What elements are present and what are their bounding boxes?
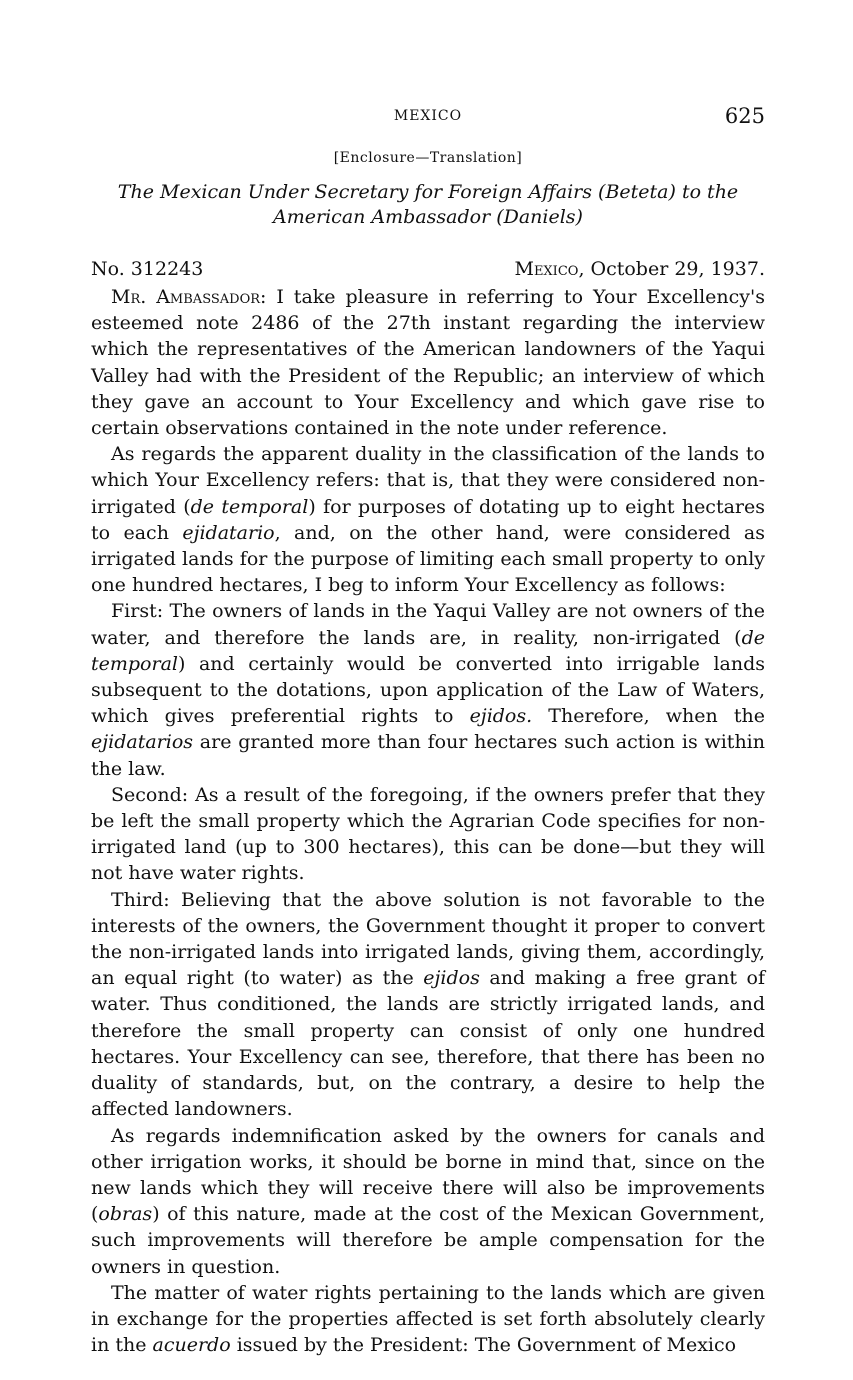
enclosure-label: [Enclosure—Translation] [333, 150, 523, 166]
paragraph-text: As regards the apparent duality in the classification of the lands to which Your Excellency refers: that is, that they were considered non-irrigated ( [91, 443, 765, 518]
paragraph-text: issued by the President: The Government of Mexico [230, 1334, 737, 1357]
paragraph-1 [91, 284, 765, 441]
place: Mexico [514, 258, 579, 280]
italic-term: ejidatario [182, 521, 275, 544]
document-page [91, 100, 765, 1358]
title-line-1: The Mexican Under Secretary for Foreign Affairs (Beteta) to the [117, 181, 739, 203]
italic-term: de temporal [91, 626, 765, 675]
page-header [91, 100, 765, 134]
italic-term: de temporal [190, 495, 309, 518]
italic-term: acuerdo [152, 1334, 231, 1357]
paragraph-text: First: The owners of lands in the Yaqui Valley are not owners of the water, and therefore the lands are, in reality, non-irrigated ( [91, 600, 765, 649]
paragraph-3 [91, 598, 765, 781]
paragraph-5 [91, 887, 765, 1123]
paragraph-text: Third: Believing that the above solution is not favorable to the interests of the owners, the Government thought it proper to convert the non-irrigated lands into irrigated lands, giving them, accordingly, an equal right (to water) as the [91, 888, 765, 990]
paragraph-text: : I take pleasure in referring to Your Excellency's esteemed note 2486 of the 27th instant regarding the interview which the representatives of the American landowners of the Yaqui Valley had with the President of the Republic; an interview of which they gave an account to Your Excellency and which gave rise to certain observations contained in the note under reference. [91, 286, 765, 440]
paragraph-text: As regards indemnification asked by the owners for canals and other irrigation works, it should be borne in mind that, since on the new lands which they will receive there will also be improvements ( [91, 1124, 765, 1226]
place-and-date [514, 256, 765, 282]
document-number: No. 312243 [91, 258, 204, 280]
italic-term: ejidos. [469, 705, 533, 728]
paragraph-text: and making a free grant of water. Thus conditioned, the lands are strictly irrigated lands, and therefore the small property can consist of only one hundred hectares. Your Excellency can see, therefore, that there has been no duality of standards, but, on the contrary, a desire to help the affected landowners. [91, 967, 765, 1121]
running-head: MEXICO [393, 108, 463, 124]
italic-term: obras [98, 1203, 153, 1226]
paragraph-2 [91, 441, 765, 598]
paragraph-text: Therefore, when the [532, 705, 765, 728]
title-line-2: American Ambassador (Daniels) [273, 206, 583, 228]
paragraph-text: ) for purposes of dotating up to eight hectares to each [91, 495, 765, 544]
letter-body [91, 284, 765, 1358]
paragraph-4: Second: As a result of the foregoing, if the owners prefer that they be left the small property which the Agrarian Code specifies for non-irrigated land (up to 300 hectares), this can be done—but they will not have water rights. [91, 783, 765, 885]
paragraph-text: ) of this nature, made at the cost of the Mexican Government, such improvements will therefore be ample compensation for the owners in question. [91, 1203, 765, 1278]
italic-term: ejidos [423, 967, 480, 990]
paragraph-text: , and, on the other hand, were considered as irrigated lands for the purpose of limiting each small property to only one hundred hectares, I beg to inform Your Excellency as follows: [91, 521, 765, 597]
paragraph-text: are granted more than four hectares such action is within the law. [91, 731, 765, 780]
salutation: Mr. Ambassador [111, 286, 261, 308]
dateline [91, 256, 765, 282]
paragraph-7 [91, 1280, 765, 1359]
document-title [91, 180, 765, 230]
paragraph-text: The matter of water rights pertaining to the lands which are given in exchange for the properties affected is set forth absolutely clearly in the [91, 1281, 765, 1357]
paragraph-text: ) and certainly would be converted into irrigable lands subsequent to the dotations, upon application of the Law of Waters, which gives preferential rights to [91, 652, 765, 728]
date: , October 29, 1937. [578, 258, 765, 280]
page-number: 625 [724, 104, 765, 128]
italic-term: ejidatarios [91, 731, 194, 754]
paragraph-6 [91, 1123, 765, 1280]
